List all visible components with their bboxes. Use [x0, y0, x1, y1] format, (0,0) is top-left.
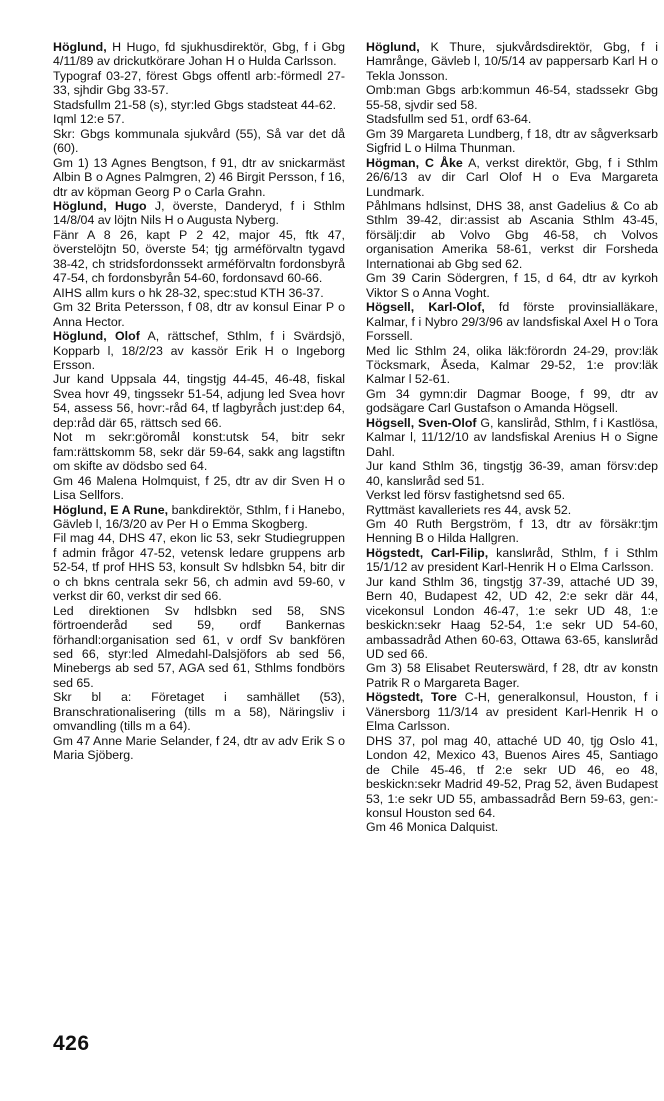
entry-para: Påhlmans hdlsinst, DHS 38, anst Gadelius & Co ab Sthlm 39-42, dir:assist ab Ascania Sthlm 43-45, försälj:dir ab Volvo Gbg 46-58, ch Volvos organisation Amerika 58-61, verkst dir Forsheda Internationai ab Gbg sed 62.	[366, 198, 658, 271]
entry-head: Höglund,	[53, 40, 107, 54]
entry-para: Fil mag 44, DHS 47, ekon lic 53, sekr Studiegruppen f admin frågor 47-52, vetensk ledare gruppens arb 52-54, tf prof HHS 53, konsult Sv hdlsbkn 54, bitr dir o ch bkns centrala sekr 56, ch admin avd 59-60, v verkst dir 60, verkst dir sed 66.	[53, 531, 345, 604]
entry-para: Höglund, E A Rune, bankdirektör, Sthlm, f i Hanebo, Gävleb l, 16/3/20 av Per H o Emma Skogberg.	[53, 502, 345, 531]
entry-para: Jur kand Sthlm 36, tingstjg 36-39, aman försv:dep 40, kanslиråd sed 51.	[366, 459, 658, 488]
entry-para: Fänr A 8 26, kapt P 2 42, major 45, ftk 47, överstelöjtn 50, överste 54; tjg arméförvaltn tygavd 38-42, ch stridsfordonssekt arméförvaltn fordonsbyrå 47-54, ch fordonsbyrån 54-60, fordonsavd 60-66.	[53, 227, 345, 286]
entry-para: Höglund, Hugo J, överste, Danderyd, f i Sthlm 14/8/04 av löjtn Nils H o Augusta Nyberg.	[53, 198, 345, 228]
entry-para: Iqml 12:e 57.	[53, 112, 125, 127]
entry-head: Höglund, Hugo	[53, 198, 147, 213]
entry-para: Jur kand Uppsala 44, tingstjg 44-45, 46-48, fiskal Svea hovr 49, tingssekr 51-54, adjung led Svea hovr 54, assess 56, hovr:-råd 64, tf lagbyråch just:dep 64, dep:råd där 65, rättsch sed 66.	[53, 372, 345, 430]
entry-para: Gm 32 Brita Petersson, f 08, dtr av konsul Einar P o Anna Hector.	[53, 300, 345, 329]
entry-para: Stadsfullm 21-58 (s), styr:led Gbgs stadsteat 44-62.	[53, 97, 337, 112]
entry-para: Gm 34 gymn:dir Dagmar Booge, f 99, dtr av godsägare Carl Gustafson o Amanda Högsell.	[366, 386, 658, 416]
entry-para: Skr bl a: Företaget i samhället (53), Branschrationalisering (tills m a 58), Näringsliv i omvandling (tills m a 64).	[53, 690, 345, 734]
entry-para: Typograf 03-27, förest Gbgs offentl arb:-förmedl 27-33, sjhdir Gbg 33-57.	[53, 68, 345, 98]
entry-hoglund-hugo-j	[53, 199, 345, 329]
entry-para: Gm 39 Carin Södergren, f 15, d 64, dtr av kyrkoh Viktor S o Anna Voght.	[366, 271, 658, 300]
entry-hogstedt-tore	[366, 690, 658, 835]
entry-head: Högman, C Åke	[366, 155, 463, 170]
entry-para: Gm 47 Anne Marie Selander, f 24, dtr av adv Erik S o Maria Sjöberg.	[53, 733, 345, 763]
entry-para: Gm 46 Monica Dalquist.	[366, 820, 499, 835]
entry-para: Jur kand Sthlm 36, tingstjg 37-39, attaché UD 39, Bern 40, Budapest 42, UD 42, 2:e sekr där 44, vicekonsul London 46-47, 1:e sekr UD 48, 1:e beskickn:sekr Haag 52-54, 1:e sekr UD 54-60, ambassadråd Athen 60-63, Ottawa 63-65, kanslиråd UD sed 66.	[366, 574, 658, 662]
entry-para: Gm 1) 13 Agnes Bengtson, f 91, dtr av snickarmäst Albin B o Agnes Palmgren, 2) 46 Birgit Persson, f 16, dtr av köpman Georg P o Carla Grahn.	[53, 155, 345, 199]
entry-head: Höglund, Olof	[53, 329, 140, 344]
entry-head: Höglund,	[366, 40, 420, 54]
entry-para: Höglund, H Hugo, fd sjukhusdirektör, Gbg, f i Gbg 4/11/89 av drickutkörare Johan H o Hulda Carlsson.	[53, 40, 345, 69]
entry-para: Skr: Gbgs kommunala sjukvård (55), Så var det då (60).	[53, 126, 345, 156]
entry-hogsell-karl-olof	[366, 300, 658, 416]
entry-para: Högsell, Karl-Olof, fd förste provinsialläkare, Kalmar, f i Nybro 29/3/96 av landsfiskal Axel H o Tora Forssell.	[366, 300, 658, 344]
entry-head: Högstedt, Tore	[366, 690, 457, 705]
entry-hogsell-sven-olof	[366, 416, 658, 546]
entry-para: Stadsfullm sed 51, ordf 63-64.	[366, 112, 532, 127]
entry-head: Höglund, E A Rune,	[53, 502, 169, 517]
entry-para: Högman, C Åke A, verkst direktör, Gbg, f i Sthlm 26/6/13 av dir Carl Olof H o Eva Margareta Lundmark.	[366, 155, 658, 199]
entry-para: Led direktionen Sv hdlsbkn sed 58, SNS förtroenderåd sed 59, ordf Bankernas förhandl:organisation sed 61, v ordf Sv bankfören sed 66, styr:led Almedahl-Dalsjöfors ab sed 56, Minebergs ab sed 57, AGA sed 61, Sthlms fondbörs sed 65.	[53, 603, 345, 690]
entry-hoglund-rune	[53, 503, 345, 763]
entry-hogman-ake	[366, 156, 658, 301]
entry-hogstedt-carl-filip	[366, 546, 658, 691]
entry-para: DHS 37, pol mag 40, attaché UD 40, tjg Oslo 41, London 42, Mexico 43, Buenos Aires 45, Santiago de Chile 45-46, tf 2:e sekr UD 46, eo 48, beskickn:sekr Madrid 49-52, Prag 52, även Budapest 53, 1:e sekr UD 55, ambassadråd Bern 59-63, gen:-konsul Houston sed 64.	[366, 733, 658, 821]
entry-hoglund-olof	[53, 329, 345, 502]
entry-para: Högstedt, Carl-Filip, kanslиråd, Sthlm, f i Sthlm 15/1/12 av president Karl-Henrik H o Elma Carlsson.	[366, 545, 658, 575]
entry-para: Med lic Sthlm 24, olika läk:förordn 24-29, prov:läk Töcksmark, Åseda, Kalmar 29-52, 1:e prov:läk Kalmar l 52-61.	[366, 343, 658, 387]
entry-hoglund-hugo	[53, 40, 345, 199]
entry-para: Höglund, Olof A, rättschef, Sthlm, f i Svärdsjö, Kopparb l, 18/2/23 av kassör Erik H o Ingeborg Ersson.	[53, 329, 345, 372]
entry-para: AIHS allm kurs o hk 28-32, spec:stud KTH 36-37.	[53, 285, 324, 300]
entry-para: Gm 3) 58 Elisabet Reuterswärd, f 28, dtr av konstn Patrik R o Margareta Bager.	[366, 661, 658, 690]
entry-para: Gm 40 Ruth Bergström, f 13, dtr av försäkr:tjm Henning B o Hilda Hallgren.	[366, 516, 658, 546]
entry-head: Högsell, Sven-Olof	[366, 415, 477, 430]
page-number: 426	[53, 1032, 90, 1055]
entry-hoglund-thure	[366, 40, 658, 156]
entry-para: Gm 39 Margareta Lundberg, f 18, dtr av sågverksarb Sigfrid L o Hilma Thunman.	[366, 126, 658, 156]
entry-para: Höglund, K Thure, sjukvårdsdirektör, Gbg, f i Hamrånge, Gävleb l, 10/5/14 av pappersarb Karl H o Tekla Jonsson.	[366, 40, 659, 83]
entry-para: Ryttmäst kavalleriets res 44, avsk 52.	[366, 502, 572, 517]
entry-para: Högstedt, Tore C-H, generalkonsul, Houston, f i Vänersborg 11/3/14 av president Karl-Henrik H o Elma Carlsson.	[366, 690, 658, 734]
entry-para: Omb:man Gbgs arb:kommun 46-54, stadssekr Gbg 55-58, sjvdir sed 58.	[366, 83, 658, 112]
entry-head: Högsell, Karl-Olof,	[366, 300, 485, 315]
entry-head: Högstedt, Carl-Filip,	[366, 545, 489, 560]
right-column	[366, 40, 658, 835]
entry-para: Not m sekr:göromål konst:utsk 54, bitr sekr fam:rättskomm 58, sekr där 59-64, sakk ang lagstiftn om skifte av dödsbo sed 64.	[53, 430, 345, 474]
entry-para: Verkst led försv fastighetsnd sed 65.	[366, 488, 566, 503]
entry-para: Gm 46 Malena Holmquist, f 25, dtr av dir Sven H o Lisa Sellfors.	[53, 473, 345, 503]
entry-para: Högsell, Sven-Olof G, kansliråd, Sthlm, f i Kastlösa, Kalmar l, 11/12/10 av landsfiskal Arenius H o Signe Dahl.	[366, 415, 658, 459]
left-column	[53, 40, 345, 763]
